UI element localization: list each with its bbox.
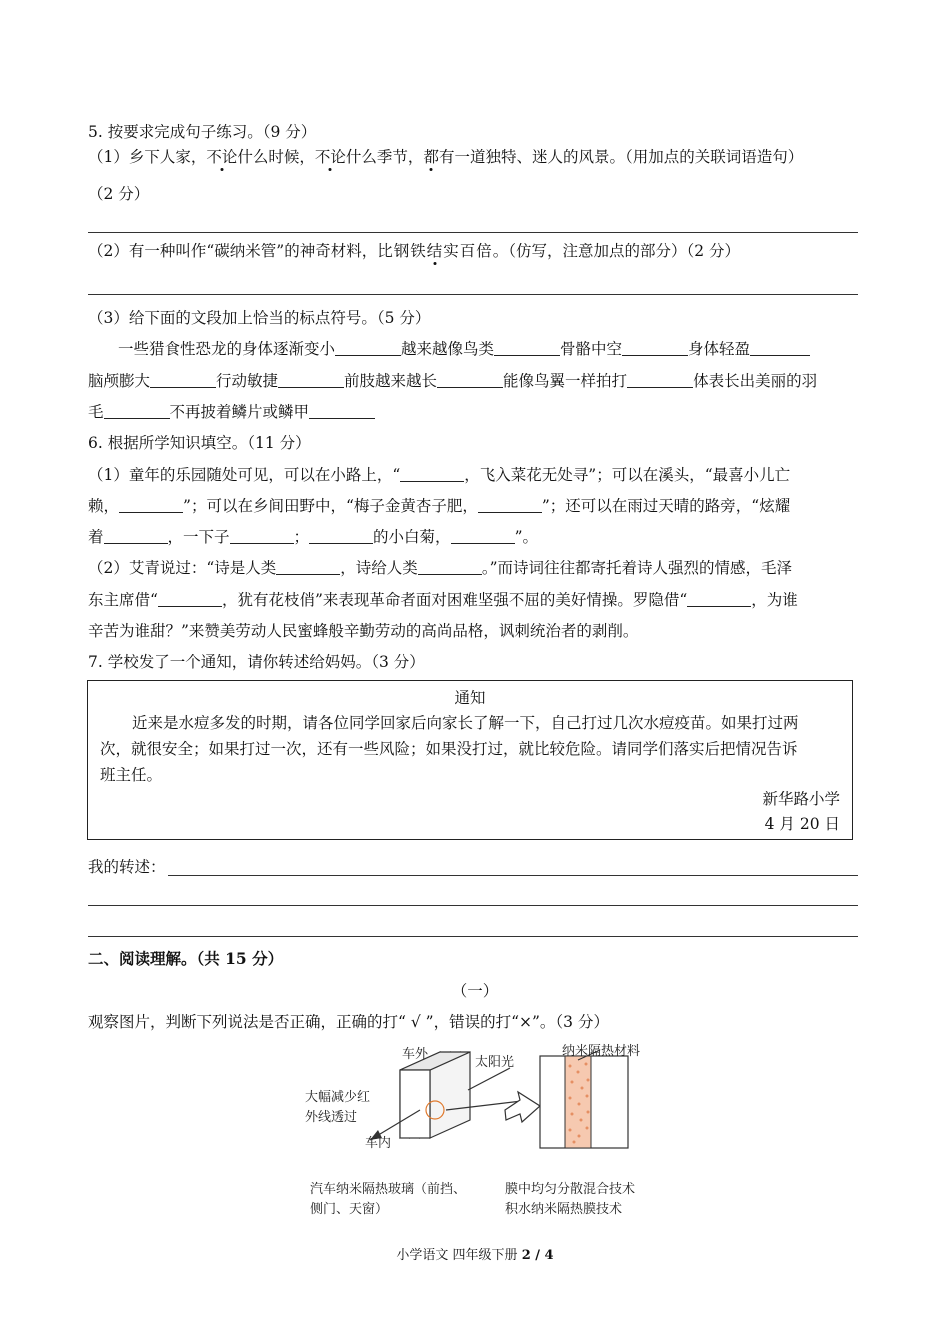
label-inside: 车内: [365, 1136, 392, 1151]
caption-left-1: 汽车纳米隔热玻璃（前挡、: [310, 1182, 467, 1197]
punct-blank[interactable]: [335, 339, 401, 356]
q5-passage-line1: 一些猎食性恐龙的身体逐渐变小 越来越像鸟类 骨骼中空 身体轻盈: [118, 338, 810, 360]
q5-sentence1-points: （2 分）: [88, 185, 150, 203]
answer-line[interactable]: [88, 232, 858, 233]
notice-line1: 近来是水痘多发的时期，请各位同学回家后向家长了解一下，自己打过几次水痘疫苗。如果打过两: [132, 714, 799, 732]
punct-blank[interactable]: [309, 402, 375, 419]
notice-line2: 次，就很安全；如果打过一次，还有一些风险；如果没打过，就比较危险。请同学们落实后把情况告诉: [100, 740, 798, 758]
fill-blank[interactable]: [400, 465, 464, 482]
punct-blank[interactable]: [627, 371, 693, 388]
fill-blank[interactable]: [687, 590, 751, 607]
q6-part2-line2: 东主席借“ ，犹有花枝俏”来表现革命者面对困难坚强不屈的美好情操。罗隐借“ ，为谁: [88, 591, 798, 609]
q7-title: 7. 学校发了一个通知，请你转述给妈妈。（3 分）: [88, 653, 425, 671]
label-reduce: 大幅减少红: [305, 1090, 371, 1105]
q5-sentence3-title: （3）给下面的文段加上恰当的标点符号。（5 分）: [88, 309, 431, 327]
caption-right-2: 积水纳米隔热膜技术: [505, 1202, 623, 1217]
dotted-phrase: 比钢铁结实百倍: [377, 242, 493, 260]
section2-title: 二、阅读理解。（共 15 分）: [88, 949, 284, 968]
label-outside: 车外: [402, 1047, 429, 1062]
punct-blank[interactable]: [437, 371, 503, 388]
page-number: 2 / 4: [521, 1248, 554, 1263]
q5-sentence1: （1）乡下人家，不论什么时候，不论什么季节，都有一道独特、迷人的风景。（用加点的关联词语造句）: [88, 148, 804, 166]
retell-label: 我的转述：: [88, 858, 166, 876]
section2-sub: （一）: [451, 982, 499, 1000]
q6-part1-line2: 赖， ”；可以在乡间田野中，“梅子金黄杏子肥， ”；还可以在雨过天晴的路旁，“炫耀: [88, 497, 791, 515]
fill-blank[interactable]: [104, 527, 168, 544]
q6-part2-line1: （2）艾青说过：“诗是人类 ，诗给人类 。”而诗词往往都寄托着诗人强烈的情感，毛泽: [88, 559, 792, 577]
q6-part1-line3: 着 ，一下子 ； 的小白菊， ”。: [88, 528, 538, 546]
caption-left-2: 侧门、天窗）: [310, 1202, 389, 1217]
fill-blank[interactable]: [451, 527, 515, 544]
answer-line[interactable]: [168, 875, 858, 876]
answer-line[interactable]: [88, 294, 858, 295]
notice-box: [87, 680, 853, 840]
notice-title: 通知: [454, 689, 486, 707]
fill-blank[interactable]: [309, 527, 373, 544]
answer-line[interactable]: [88, 936, 858, 937]
punct-blank[interactable]: [750, 339, 810, 356]
q6-title: 6. 根据所学知识填空。（11 分）: [88, 434, 311, 452]
label-sun: 太阳光: [475, 1055, 515, 1070]
q6-part2-line3: 辛苦为谁甜？”来赞美劳动人民蜜蜂般辛勤劳动的高尚品格，讽刺统治者的剥削。: [88, 622, 639, 640]
dotted-word: 不论: [314, 148, 346, 166]
nano-glass-figure: [300, 1040, 660, 1225]
fill-blank[interactable]: [230, 527, 294, 544]
page-footer: 小学语文 四年级下册 2 / 4: [396, 1248, 554, 1263]
q6-part1-line1: （1）童年的乐园随处可见，可以在小路上，“ ，飞入菜花无处寻”；可以在溪头，“最喜小儿亡: [88, 466, 791, 484]
punct-blank[interactable]: [104, 402, 170, 419]
fill-blank[interactable]: [418, 558, 482, 575]
section2-instruction: 观察图片，判断下列说法是否正确，正确的打“ √ ”，错误的打“×”。（3 分）: [88, 1013, 609, 1031]
caption-right-1: 膜中均匀分散混合技术: [505, 1182, 636, 1197]
punct-blank[interactable]: [278, 371, 344, 388]
punct-blank[interactable]: [622, 339, 688, 356]
dotted-word: 都: [423, 148, 439, 166]
punct-blank[interactable]: [494, 339, 560, 356]
notice-signer: 新华路小学: [762, 790, 840, 808]
notice-date: 4 月 20 日: [764, 815, 840, 833]
fill-blank[interactable]: [158, 590, 222, 607]
punct-blank[interactable]: [150, 371, 216, 388]
q5-passage-line3: 毛 不再披着鳞片或鳞甲: [88, 401, 375, 423]
dotted-word: 不论: [206, 148, 238, 166]
fill-blank[interactable]: [276, 558, 340, 575]
q5-title: 5. 按要求完成句子练习。（9 分）: [88, 123, 317, 141]
notice-line3: 班主任。: [100, 766, 163, 784]
label-reduce2: 外线透过: [305, 1110, 358, 1125]
label-material: 纳米隔热材料: [562, 1044, 641, 1059]
q5-passage-line2: 脑颅膨大 行动敏捷 前肢越来越长 能像鸟翼一样拍打 体表长出美丽的羽: [88, 372, 818, 390]
answer-line[interactable]: [88, 905, 858, 906]
fill-blank[interactable]: [119, 496, 183, 513]
fill-blank[interactable]: [478, 496, 542, 513]
q5-sentence2: （2）有一种叫作“碳纳米管”的神奇材料，比钢铁结实百倍。（仿写，注意加点的部分）（2 分）: [88, 242, 741, 260]
